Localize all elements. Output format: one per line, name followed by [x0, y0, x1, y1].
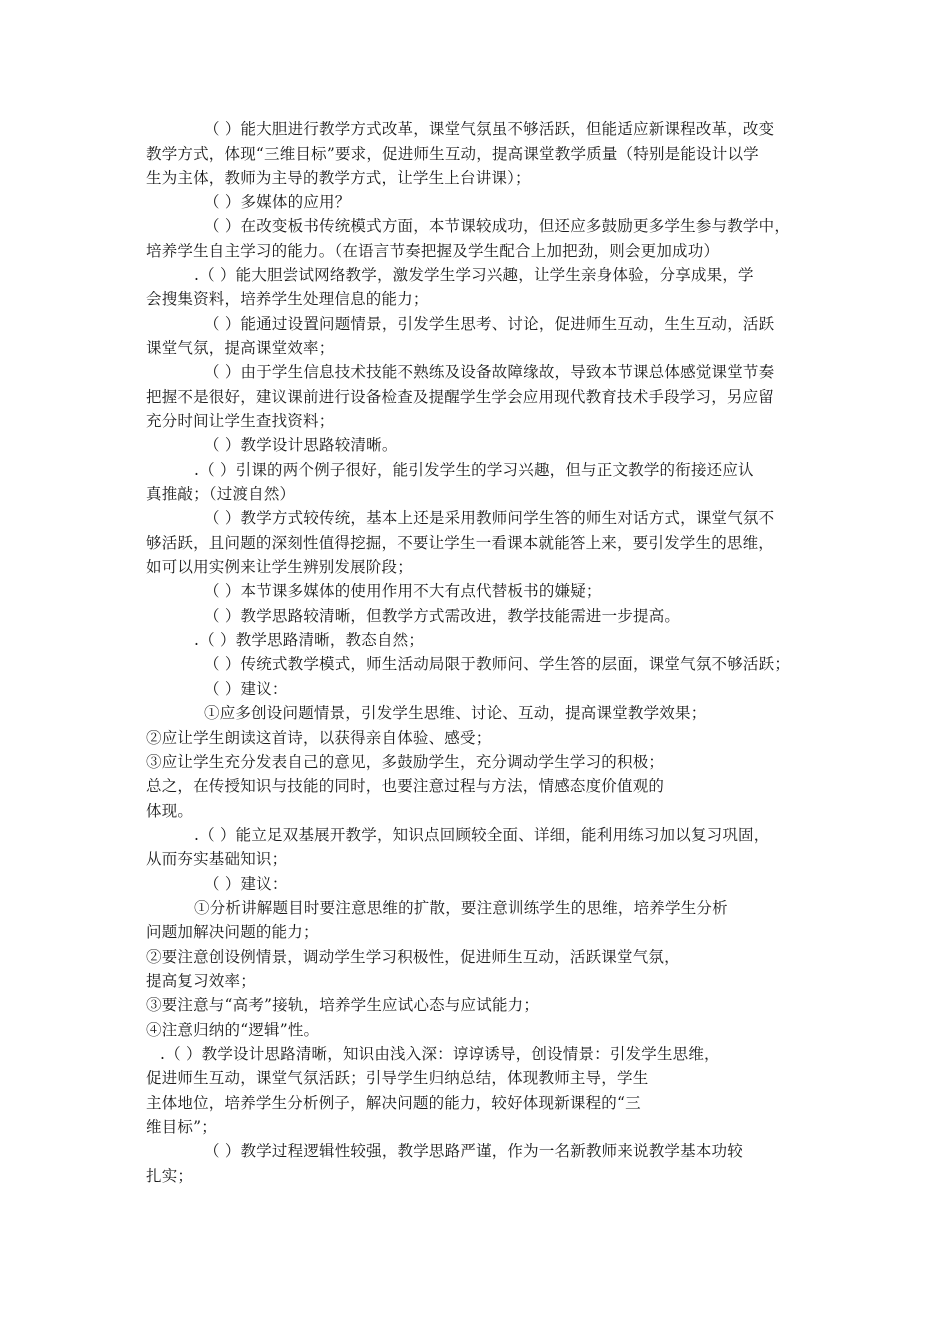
text-line: 如可以用实例来让学生辨别发展阶段；: [146, 558, 413, 576]
text-line: （ ）建议：: [204, 680, 288, 698]
text-line: ④注意归纳的“逻辑”性。: [146, 1021, 320, 1039]
text-line: 教学方式，体现“三维目标”要求，促进师生互动，提高课堂教学质量（特别是能设计以学: [146, 145, 759, 163]
text-line: 会搜集资料，培养学生处理信息的能力；: [146, 290, 429, 308]
text-line: 维目标”；: [146, 1118, 217, 1136]
text-line: （ ）传统式教学模式，师生活动局限于教师问、学生答的层面，课堂气氛不够活跃；: [204, 655, 791, 673]
text-line: 真推敲；（过渡自然）: [146, 485, 296, 503]
text-line: 问题加解决问题的能力；: [146, 923, 319, 941]
text-line: （ ）能大胆进行教学方式改革，课堂气氛虽不够活跃，但能适应新课程改革，改变: [204, 120, 775, 138]
text-line: .（ ）能大胆尝试网络教学，激发学生学习兴趣，让学生亲身体验，分享成果，学: [194, 266, 754, 284]
text-line: .（ ）引课的两个例子很好，能引发学生的学习兴趣，但与正文教学的衔接还应认: [194, 461, 754, 479]
text-line: 充分时间让学生查找资料；: [146, 412, 335, 430]
text-line: （ ）由于学生信息技术技能不熟练及设备故障缘故，导致本节课总体感觉课堂节奏: [204, 363, 775, 381]
text-line: .（ ）教学思路清晰，教态自然；: [194, 631, 425, 649]
text-line: 从而夯实基础知识；: [146, 850, 288, 868]
text-line: 生为主体，教师为主导的教学方式，让学生上台讲课）；: [146, 169, 531, 187]
text-line: 体现。: [146, 802, 194, 820]
text-line: （ ）在改变板书传统模式方面，本节课较成功，但还应多鼓励更多学生参与教学中，: [204, 217, 791, 235]
text-line: 把握不是很好，建议课前进行设备检查及提醒学生学会应用现代教育技术手段学习，另应留: [146, 388, 775, 406]
text-line: （ ）能通过设置问题情景，引发学生思考、讨论，促进师生互动，生生互动，活跃: [204, 315, 775, 333]
text-line: ①分析讲解题目时要注意思维的扩散，要注意训练学生的思维，培养学生分析: [194, 899, 728, 917]
text-line: （ ）多媒体的应用？: [204, 193, 351, 211]
text-line: （ ）教学思路较清晰，但教学方式需改进，教学技能需进一步提高。: [204, 607, 681, 625]
text-line: .（ ）教学设计思路清晰，知识由浅入深：谆谆诱导，创设情景：引发学生思维，: [160, 1045, 720, 1063]
text-line: （ ）教学过程逻辑性较强，教学思路严谨，作为一名新教师来说教学基本功较: [204, 1142, 743, 1160]
text-line: （ ）建议：: [204, 875, 288, 893]
text-line: ③应让学生充分发表自己的意见，多鼓励学生，充分调动学生学习的积极；: [146, 753, 665, 771]
text-line: ②要注意创设例情景，调动学生学习积极性，促进师生互动，活跃课堂气氛，: [146, 948, 680, 966]
text-line: （ ）本节课多媒体的使用作用不大有点代替板书的嫌疑；: [204, 582, 602, 600]
text-line: .（ ）能立足双基展开教学，知识点回顾较全面、详细，能利用练习加以复习巩固，: [194, 826, 770, 844]
text-line: （ ）教学设计思路较清晰。: [204, 436, 398, 454]
text-line: 提高复习效率；: [146, 972, 256, 990]
text-line: 课堂气氛，提高课堂效率；: [146, 339, 335, 357]
text-line: 够活跃，且问题的深刻性值得挖掘，不要让学生一看课本就能答上来，要引发学生的思维，: [146, 534, 775, 552]
text-line: 主体地位，培养学生分析例子，解决问题的能力，较好体现新课程的“三: [146, 1094, 641, 1112]
text-line: （ ）教学方式较传统，基本上还是采用教师问学生答的师生对话方式，课堂气氛不: [204, 509, 775, 527]
text-line: ①应多创设问题情景，引发学生思维、讨论、互动，提高课堂教学效果；: [204, 704, 707, 722]
text-line: 培养学生自主学习的能力。（在语言节奏把握及学生配合上加把劲，则会更加成功）: [146, 242, 720, 260]
text-line: 总之，在传授知识与技能的同时，也要注意过程与方法，情感态度价值观的: [146, 777, 665, 795]
text-line: ③要注意与“高考”接轨，培养学生应试心态与应试能力；: [146, 996, 540, 1014]
text-line: 促进师生互动，课堂气氛活跃；引导学生归纳总结，体现教师主导，学生: [146, 1069, 649, 1087]
text-line: 扎实；: [146, 1167, 194, 1185]
text-line: ②应让学生朗读这首诗，以获得亲自体验、感受；: [146, 729, 492, 747]
